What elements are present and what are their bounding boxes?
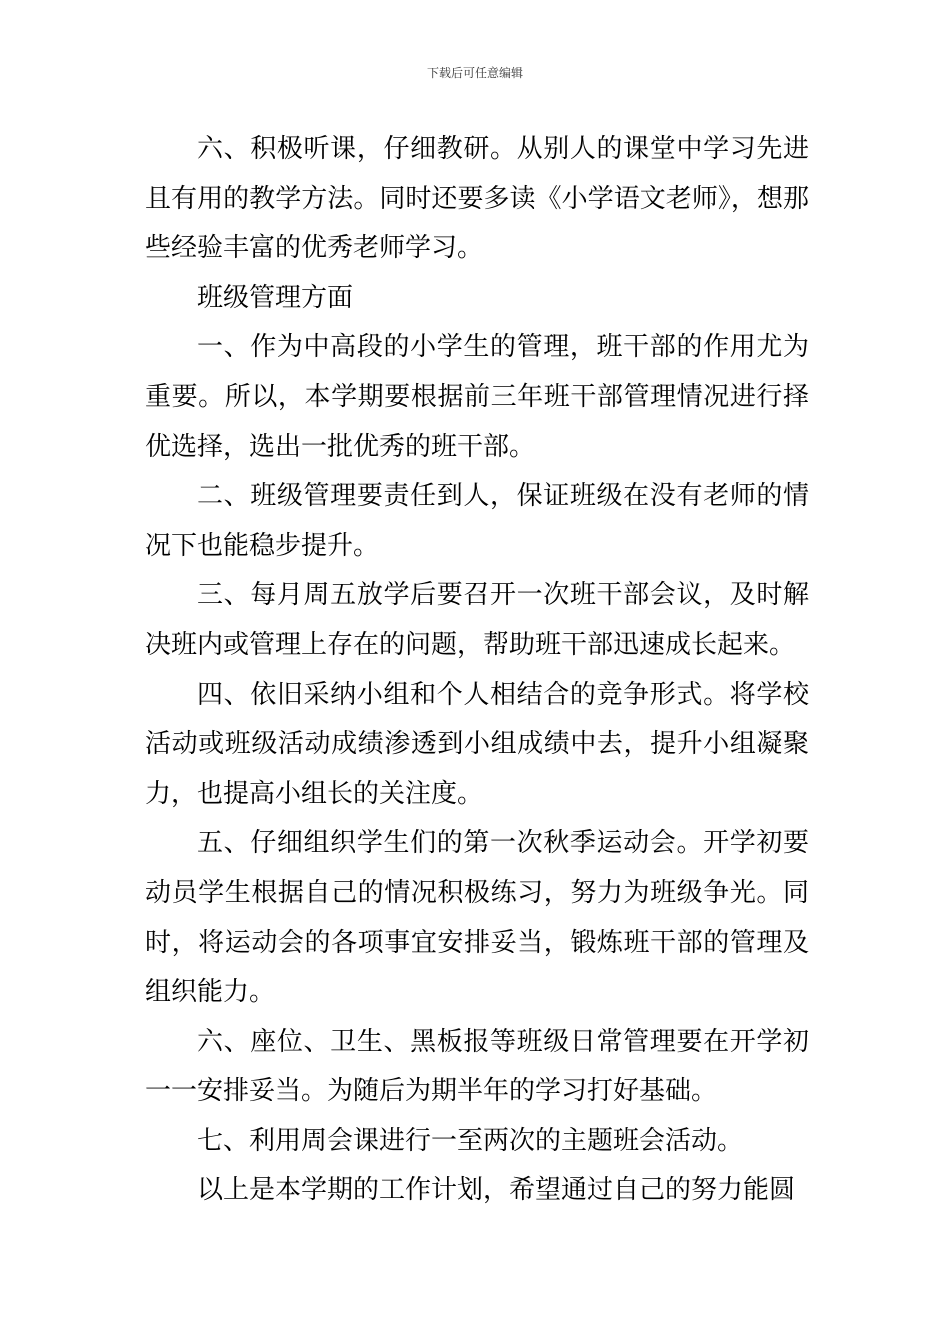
paragraph: 一、作为中高段的小学生的管理，班干部的作用尤为重要。所以，本学期要根据前三年班干部管理情况进行择优选择，选出一批优秀的班干部。 xyxy=(145,332,809,462)
paragraph: 五、仔细组织学生们的第一次秋季运动会。开学初要动员学生根据自己的情况积极练习，努力为班级争光。同时，将运动会的各项事宜安排妥当，锻炼班干部的管理及组织能力。 xyxy=(145,828,809,1008)
paragraph: 七、利用周会课进行一至两次的主题班会活动。 xyxy=(197,1125,744,1156)
paragraph: 二、班级管理要责任到人，保证班级在没有老师的情况下也能稳步提升。 xyxy=(145,481,809,561)
paragraph: 三、每月周五放学后要召开一次班干部会议，及时解决班内或管理上存在的问题，帮助班干部迅速成长起来。 xyxy=(145,580,809,660)
section-heading: 班级管理方面 xyxy=(197,282,354,313)
document-body xyxy=(145,125,809,1216)
paragraph: 四、依旧采纳小组和个人相结合的竞争形式。将学校活动或班级活动成绩渗透到小组成绩中去，提升小组凝聚力，也提高小组长的关注度。 xyxy=(145,679,809,809)
paragraph: 以上是本学期的工作计划，希望通过自己的努力能圆 xyxy=(197,1175,796,1206)
paragraph: 六、积极听课，仔细教研。从别人的课堂中学习先进且有用的教学方法。同时还要多读《小学语文老师》，想那些经验丰富的优秀老师学习。 xyxy=(145,134,809,264)
page-header: 下载后可任意编辑 xyxy=(426,66,523,80)
paragraph: 六、座位、卫生、黑板报等班级日常管理要在开学初一一安排妥当。为随后为期半年的学习打好基础。 xyxy=(145,1026,809,1107)
